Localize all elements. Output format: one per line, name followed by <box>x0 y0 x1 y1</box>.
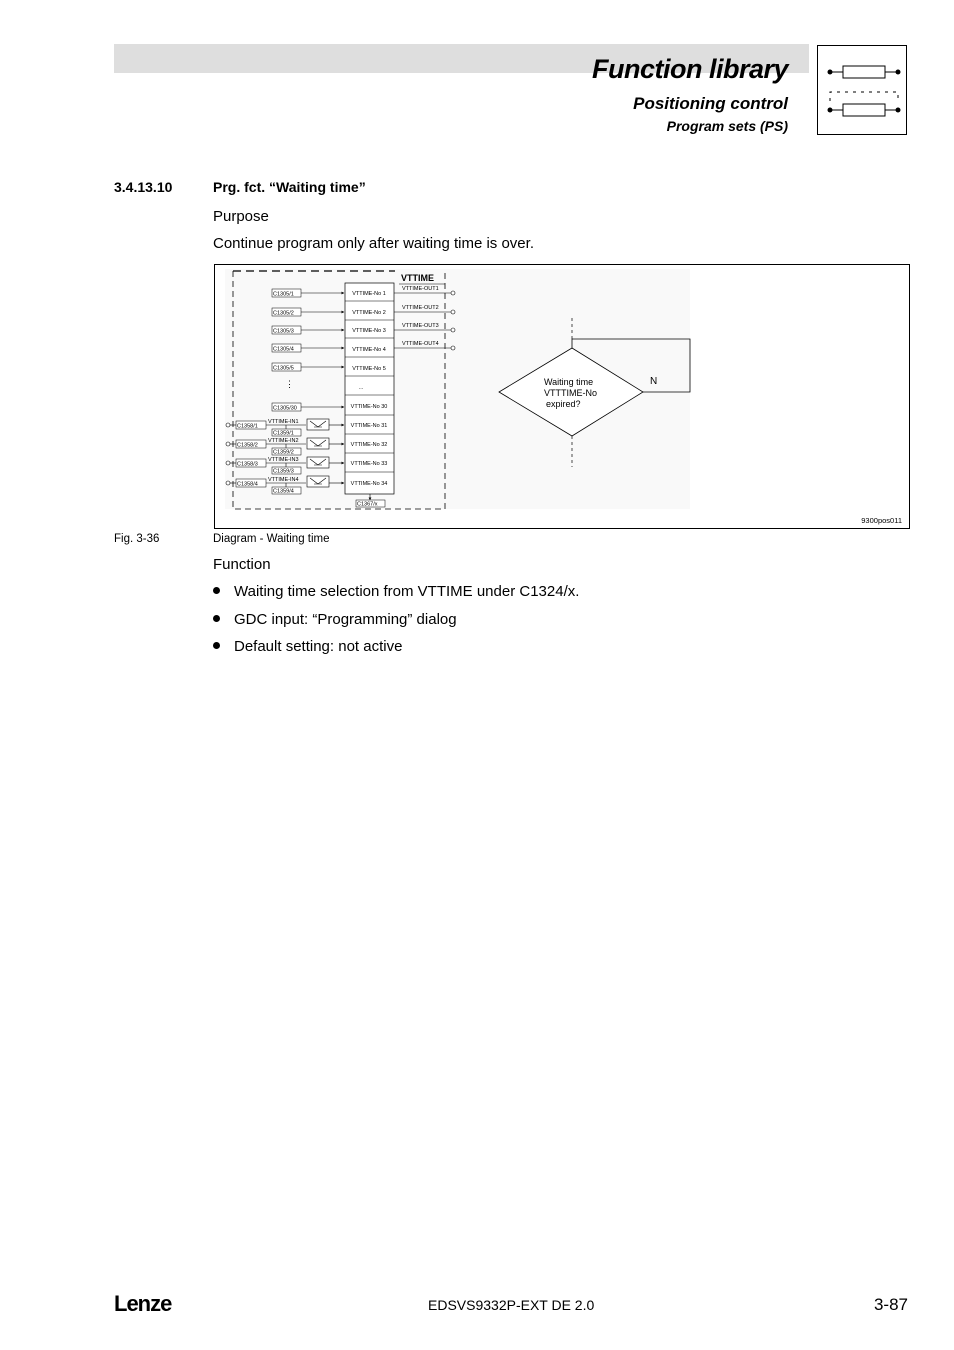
bullet-item <box>213 583 579 600</box>
page-title: Function library <box>591 54 788 84</box>
figure-code: 9300pos011 <box>861 516 902 525</box>
input-code-2: C1358/2 <box>237 442 258 449</box>
output-label-4: VTTIME-OUT4 <box>402 341 439 347</box>
page-subtitle: Positioning control <box>633 94 788 113</box>
input-label-2: VTTIME-IN2 <box>268 438 299 444</box>
input-sub-1: C1359/1 <box>273 430 294 437</box>
figure-number: Fig. 3-36 <box>114 533 160 545</box>
row-vttime-5: VTTIME-No 5 <box>352 366 386 372</box>
purpose-heading: Purpose <box>213 208 269 225</box>
bullet-dot-icon <box>213 642 220 649</box>
code-c1305-2: C1305/2 <box>273 310 294 317</box>
bullet-item <box>213 638 402 655</box>
row-vttime-34: VTTIME-No 34 <box>350 481 388 487</box>
bullet-dot-icon <box>213 587 220 594</box>
output-label-1: VTTIME-OUT1 <box>402 286 439 292</box>
input-label-4: VTTIME-IN4 <box>268 477 299 483</box>
bullet-item <box>213 611 457 628</box>
row-vttime-33: VTTIME-No 33 <box>350 461 388 467</box>
vertical-ellipsis: ⋮ <box>285 379 294 389</box>
row-vttime-3: VTTIME-No 3 <box>352 328 386 334</box>
decision-no-label: N <box>650 376 658 387</box>
function-heading: Function <box>213 556 271 573</box>
row-vttime-31: VTTIME-No 31 <box>350 423 388 429</box>
input-code-4: C1358/4 <box>237 481 258 488</box>
bullet-text: Waiting time selection from VTTIME under C1324/x. <box>234 583 580 600</box>
input-label-1: VTTIME-IN1 <box>268 419 299 425</box>
lenze-logo: Lenze <box>114 1291 172 1316</box>
row-vttime-32: VTTIME-No 32 <box>350 442 388 448</box>
input-sub-2: C1359/2 <box>273 449 294 456</box>
input-code-3: C1358/3 <box>237 461 258 468</box>
code-c1305-3: C1305/3 <box>273 328 294 335</box>
code-c1305-1: C1305/1 <box>273 291 294 298</box>
row-ellipsis: ... <box>358 385 364 391</box>
section-number: 3.4.13.10 <box>114 179 173 195</box>
bullet-dot-icon <box>213 615 220 622</box>
row-vttime-4: VTTIME-No 4 <box>352 347 386 353</box>
function-block-icon <box>817 45 907 135</box>
figure-frame <box>214 264 910 529</box>
decision-line-3: expired? <box>546 399 581 409</box>
page-number: 3-87 <box>873 1295 908 1314</box>
page-subsubtitle: Program sets (PS) <box>666 118 788 134</box>
figure-caption: Diagram - Waiting time <box>213 533 330 545</box>
decision-line-2: VTTTIME-No <box>544 388 597 398</box>
code-c1305-5: C1305/5 <box>273 365 294 372</box>
output-label-2: VTTIME-OUT2 <box>402 305 439 311</box>
input-label-3: VTTIME-IN3 <box>268 457 299 463</box>
document-id: EDSVS9332P-EXT DE 2.0 <box>428 1297 595 1313</box>
output-label-3: VTTIME-OUT3 <box>402 323 439 329</box>
decision-line-1: Waiting time <box>544 377 594 387</box>
bullet-text: Default setting: not active <box>234 638 403 655</box>
code-c1305-30: C1305/30 <box>273 405 297 412</box>
row-vttime-2: VTTIME-No 2 <box>352 310 386 316</box>
block-title: VTTIME <box>401 273 434 283</box>
waiting-time-diagram <box>215 265 909 528</box>
input-sub-3: C1359/3 <box>273 468 294 475</box>
row-vttime-30: VTTIME-No 30 <box>350 404 388 410</box>
input-code-1: C1358/1 <box>237 423 258 430</box>
code-c1305-4: C1305/4 <box>273 346 294 353</box>
bullet-text: GDC input: “Programming” dialog <box>234 611 457 628</box>
purpose-text: Continue program only after waiting time is over. <box>213 235 534 252</box>
input-sub-4: C1359/4 <box>273 488 294 495</box>
section-title: Prg. fct. “Waiting time” <box>213 179 366 195</box>
bottom-code: C1367/x <box>357 501 378 508</box>
row-vttime-1: VTTIME-No 1 <box>352 291 386 297</box>
